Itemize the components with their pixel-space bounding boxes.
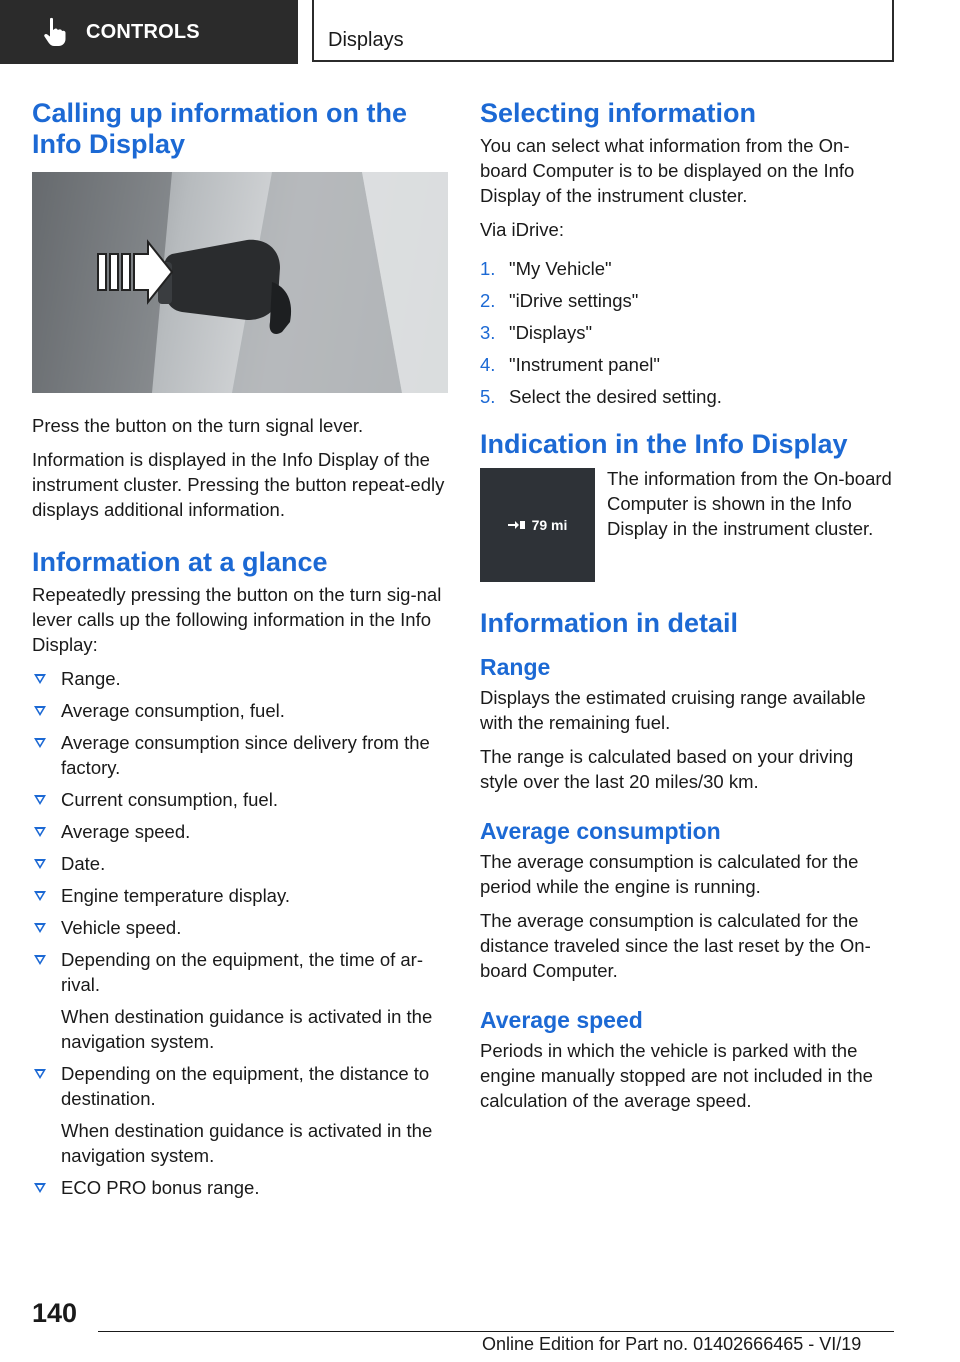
list-item: Average speed. <box>32 819 450 844</box>
sub-note: When destination guidance is activated in the navigation system. <box>61 1006 433 1052</box>
sub-note: When destination guidance is activated in the navigation system. <box>61 1120 433 1166</box>
list-item: 3. "Displays" <box>480 322 593 343</box>
triangle-bullet-icon <box>34 827 46 837</box>
steps-list <box>480 256 892 409</box>
list-item: 1. "My Vehicle" <box>480 258 612 279</box>
heading-calling-up: Calling up information on the Info Display <box>32 98 407 159</box>
heading-at-a-glance: Information at a glance <box>32 547 328 577</box>
triangle-bullet-icon <box>34 674 46 684</box>
list-item: Engine temperature display. <box>32 883 450 908</box>
display-readout: 79 mi <box>531 517 568 533</box>
range-arrow-fuel-icon <box>508 519 526 531</box>
list-item: 2. "iDrive settings" <box>480 290 639 311</box>
heading-range: Range <box>480 654 551 680</box>
list-item: ECO PRO bonus range. <box>32 1175 450 1200</box>
indication-block <box>480 466 892 582</box>
list-item: Depending on the equipment, the time of ar-rival. When destination guidance is activated in the navigation system. <box>32 947 450 1054</box>
repeat-press-text: Repeatedly pressing the button on the turn sig-nal lever calls up the following information in the Info Display: <box>32 584 442 655</box>
select-text: You can select what information from the On-board Computer is to be displayed on the Info Display of the instrument cluster. <box>480 135 855 206</box>
right-column <box>480 98 892 1122</box>
triangle-bullet-icon <box>34 795 46 805</box>
list-item: Range. <box>32 666 450 691</box>
triangle-bullet-icon <box>34 955 46 965</box>
triangle-bullet-icon <box>34 923 46 933</box>
page-number: 140 <box>32 1298 78 1328</box>
range-text-1: Displays the estimated cruising range available with the remaining fuel. <box>480 687 866 733</box>
indication-text: The information from the On-board Computer is shown in the Info Display in the instrument cluster. <box>607 468 892 539</box>
list-item: Date. <box>32 851 450 876</box>
press-instruction: Press the button on the turn signal lever. <box>32 415 364 436</box>
list-item: Average consumption since delivery from the factory. <box>32 730 450 780</box>
heading-average-speed: Average speed <box>480 1007 643 1033</box>
edition-note: Online Edition for Part no. 01402666465 - VI/19 <box>482 1334 862 1354</box>
avg-consumption-text-2: The average consumption is calculated for the distance traveled since the last reset by the On-board Computer. <box>480 910 871 981</box>
via-idrive-text: Via iDrive: <box>480 219 564 240</box>
list-item: Average consumption, fuel. <box>32 698 450 723</box>
section-tab <box>0 0 298 64</box>
chapter-label: Displays <box>328 29 404 51</box>
heading-indication: Indication in the Info Display <box>480 429 848 459</box>
avg-consumption-text-1: The average consumption is calculated for the period while the engine is running. <box>480 851 859 897</box>
triangle-bullet-icon <box>34 706 46 716</box>
triangle-bullet-icon <box>34 1183 46 1193</box>
heading-detail: Information in detail <box>480 608 739 638</box>
chapter-tab <box>312 0 894 62</box>
avg-speed-text: Periods in which the vehicle is parked with the engine manually stopped are not included in the calculation of the average speed. <box>480 1040 873 1111</box>
triangle-bullet-icon <box>34 1069 46 1079</box>
triangle-bullet-icon <box>34 859 46 869</box>
list-item: 4. "Instrument panel" <box>480 354 660 375</box>
range-text-2: The range is calculated based on your driving style over the last 20 miles/30 km. <box>480 746 854 792</box>
heading-selecting: Selecting information <box>480 98 757 128</box>
turn-signal-lever-illustration <box>32 172 448 393</box>
footer-divider <box>98 1331 894 1332</box>
triangle-bullet-icon <box>34 891 46 901</box>
pointing-hand-icon <box>42 17 68 47</box>
list-item: Current consumption, fuel. <box>32 787 450 812</box>
triangle-bullet-icon <box>34 738 46 748</box>
heading-average-consumption: Average consumption <box>480 818 721 844</box>
section-label: CONTROLS <box>86 20 200 43</box>
list-item: Depending on the equipment, the distance to destination. When destination guidance is activated in the navigation system. <box>32 1061 450 1168</box>
list-item: Vehicle speed. <box>32 915 450 940</box>
info-display-image <box>480 468 595 582</box>
left-column <box>32 98 450 1207</box>
turn-signal-lever-photo <box>32 172 448 393</box>
displayed-info-text: Information is displayed in the Info Display of the instrument cluster. Pressing the button repeat-edly displays additional information. <box>32 449 445 520</box>
list-item: 5. Select the desired setting. <box>480 386 722 407</box>
info-list <box>32 666 450 1200</box>
